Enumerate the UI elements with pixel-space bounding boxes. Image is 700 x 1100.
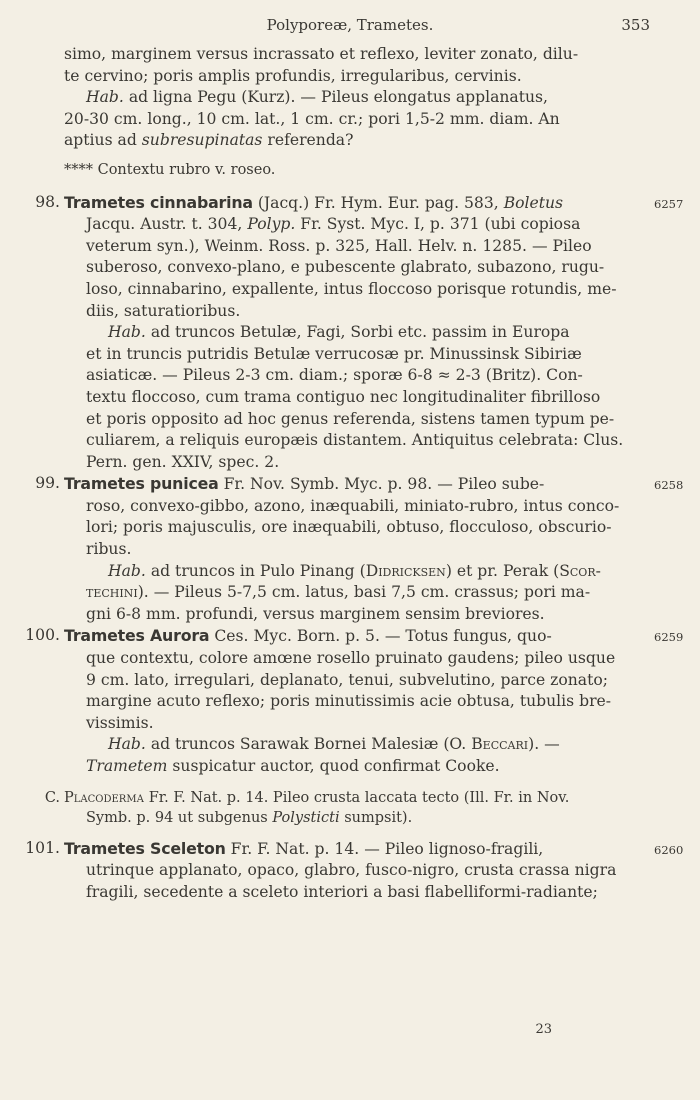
spacer [64,778,648,788]
text-line: lori; poris majusculis, ore inæquabili, obtuso, flocculoso, obscurio- [86,518,612,537]
running-header [0,12,700,38]
spacer [64,828,648,838]
margin-number: 6257 [654,196,684,211]
section-heading: **** Contextu rubro v. roseo. [64,161,276,178]
habitat-line: Hab. ad truncos in Pulo Pinang (Didricksen) et pr. Perak (Scor- [108,561,601,580]
habitat-line: Hab. ad truncos Betulæ, Fagi, Sorbi etc. passim in Europa [108,323,570,342]
header-title: Polyporeæ, Trametes. [266,16,434,34]
text-line: fragili, secedente a sceleto interiori a basi flabelliformi-radiante; [86,882,598,901]
entry-number: 99. [35,474,60,493]
entry-line: 100. Trametes Aurora Ces. Myc. Born. p. 5. — Totus fungus, quo- 6259 [64,625,648,648]
text-line: culiarem, a reliquis europæis distantem. Antiquitus celebrata: Clus. [86,431,624,450]
text-line: que contextu, colore amœne rosello pruinato gaudens; pileo usque [86,649,616,668]
species-name: Trametes cinnabarina [64,192,253,212]
text-line: utrinque applanato, opaco, glabro, fusco-nigro, crusta crassa nigra [86,861,617,880]
text-line: roso, convexo-gibbo, azono, inæquabili, miniato-rubro, intus conco- [86,496,620,515]
subgenus-line: C. Placodermа Fr. F. Nat. p. 14. Pileo crusta laccata tecto (Ill. Fr. in Nov. [64,788,648,808]
subgenus-name: Placodermа [64,789,145,806]
text-line: Pern. gen. XXIV, spec. 2. [86,452,280,471]
text-line: loso, cinnabarino, expallente, intus floccoso porisque rotundis, me- [86,279,617,298]
entry-line: 98. Trametes cinnabarina (Jacq.) Fr. Hym. Eur. pag. 583, Boletus 6257 [64,192,648,215]
text-line: 20-30 cm. long., 10 cm. lat., 1 cm. cr.; pori 1,5-2 mm. diam. An [64,109,560,128]
text-line: suberoso, convexo-plano, e pubescente glabrato, subazono, rugu- [86,258,605,277]
text-line: diis, saturatioribus. [86,301,241,320]
text-line: veterum syn.), Weinm. Ross. p. 325, Hall. Helv. n. 1285. — Pileo [86,236,592,255]
entry-line: 99. Trametes punicea Fr. Nov. Symb. Myc. p. 98. — Pileo sube- 6258 [64,473,648,496]
entry-number: 98. [35,192,60,211]
text-line: Symb. p. 94 ut subgenus Polysticti sumpsit). [86,809,413,826]
entry-number: 101. [25,838,60,857]
text-line: et poris opposito ad hoc genus referenda, sistens tamen typum pe- [86,409,615,428]
page-body [25,44,684,903]
text-line: simo, marginem versus incrassato et reflexo, leviter zonato, dilu- [64,45,579,63]
species-name: Trametes punicea [64,474,219,494]
species-entry-99 [35,473,684,625]
species-name: Trametes Sceleton [64,838,226,858]
entry-line: 101. Trametes Sceleton Fr. F. Nat. p. 14. — Pileo lignoso-fragili, 6260 [64,838,648,861]
text-line: gni 6-8 mm. profundi, versus marginem sensim breviores. [86,604,545,623]
text-line: margine acuto reflexo; poris minutissimis acie obtusa, tubulis bre- [86,692,612,711]
page-number: 353 [621,16,650,34]
text-line: ribus. [86,540,132,559]
subgenus-section [44,788,648,828]
text-line: 9 cm. lato, irregulari, deplanato, tenui, subvelutino, parce zonato; [86,670,609,689]
text-line: Jacqu. Austr. t. 304, Polyp. Fr. Syst. Myc. I, p. 371 (ubi copiosa [86,215,581,234]
section-label: C. [44,789,60,806]
margin-number: 6260 [654,842,684,857]
text-line: aptius ad subresupinatas referenda? [64,131,354,150]
species-entry-100 [25,625,684,777]
margin-number: 6259 [654,630,684,645]
margin-number: 6258 [654,478,684,493]
species-entry-98 [35,192,684,474]
entry-number: 100. [25,626,60,645]
habitat-line: Hab. ad truncos Sarawak Bornei Malesiæ (O. Beccari). — [108,735,560,754]
species-name: Trametes Aurora [64,626,210,646]
species-entry-101 [25,838,684,904]
text-line: techini). — Pileus 5-7,5 cm. latus, basi 7,5 cm. crassus; pori ma- [86,583,591,602]
habitat-line: Hab. ad ligna Pegu (Kurz). — Pileus elongatus applanatus, [86,88,549,107]
text-line: asiaticæ. — Pileus 2-3 cm. diam.; sporæ 6-8 ≈ 2-3 (Britz). Con- [86,366,583,385]
text-line: textu floccoso, cum trama contiguo nec longitudinaliter fibrilloso [86,387,601,406]
text-line: te cervino; poris amplis profundis, irregularibus, cervinis. [64,66,522,85]
text-line: vissimis. [86,713,154,732]
signature-mark: 23 [535,1022,552,1037]
text-line: et in truncis putridis Betulæ verrucosæ pr. Minussinsk Sibiriæ [86,344,582,363]
text-line: Trametem suspicatur auctor, quod confirmat Cooke. [86,757,500,775]
